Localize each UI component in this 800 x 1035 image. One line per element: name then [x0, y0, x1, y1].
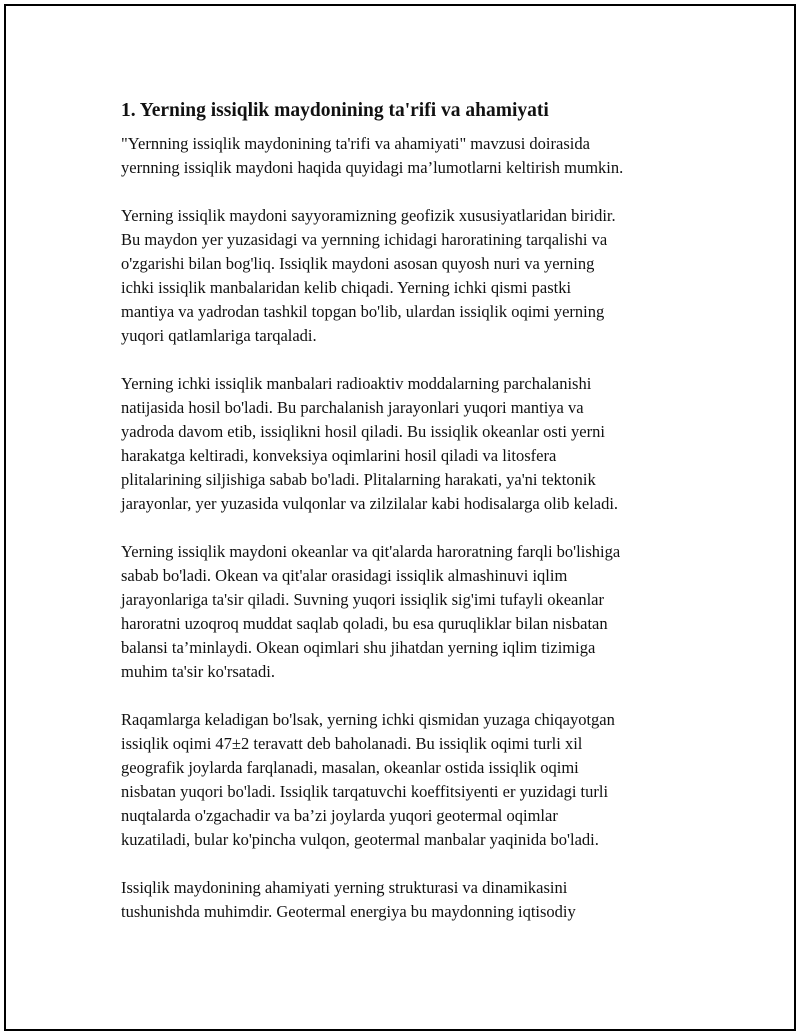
text-line: nuqtalarda o'zgachadir va ba’zi joylarda yuqori geotermal oqimlar [121, 806, 558, 825]
paragraph-definition [121, 204, 701, 348]
text-line: o'zgarishi bilan bog'liq. Issiqlik maydoni asosan quyosh nuri va yerning [121, 254, 595, 273]
text-line: Yerning ichki issiqlik manbalari radioaktiv moddalarning parchalanishi [121, 374, 592, 393]
text-line: Yerning issiqlik maydoni okeanlar va qit'alarda haroratning farqli bo'lishiga [121, 542, 621, 561]
text-line: mantiya va yadrodan tashkil topgan bo'lib, ulardan issiqlik oqimi yerning [121, 302, 605, 321]
text-line: kuzatiladi, bular ko'pincha vulqon, geotermal manbalar yaqinida bo'ladi. [121, 830, 599, 849]
text-line: Yerning issiqlik maydoni sayyoramizning geofizik xususiyatlaridan biridir. [121, 206, 616, 225]
text-line: jarayonlariga ta'sir qiladi. Suvning yuqori issiqlik sig'imi tufayli okeanlar [121, 590, 604, 609]
text-line: balansi ta’minlaydi. Okean oqimlari shu jihatdan yerning iqlim tizimiga [121, 638, 596, 657]
text-line: nisbatan yuqori bo'ladi. Issiqlik tarqatuvchi koeffitsiyenti er yuzidagi turli [121, 782, 609, 801]
text-line: "Yernning issiqlik maydonining ta'rifi va ahamiyati" mavzusi doirasida [121, 134, 590, 153]
text-line: yernning issiqlik maydoni haqida quyidagi ma’lumotlarni keltirish mumkin. [121, 158, 624, 177]
document-body [121, 98, 701, 948]
section-heading: 1. Yerning issiqlik maydonining ta'rifi va ahamiyati [121, 100, 549, 121]
paragraph-internal-sources [121, 372, 701, 516]
text-line: natijasida hosil bo'ladi. Bu parchalanish jarayonlari yuqori mantiya va [121, 398, 584, 417]
text-line: tushunishda muhimdir. Geotermal energiya bu maydonning iqtisodiy [121, 902, 576, 921]
page-frame [4, 4, 796, 1031]
text-line: ichki issiqlik manbalaridan kelib chiqadi. Yerning ichki qismi pastki [121, 278, 572, 297]
paragraph-intro [121, 132, 701, 180]
text-line: haroratni uzoqroq muddat saqlab qoladi, bu esa quruqliklar bilan nisbatan [121, 614, 608, 633]
paragraph-importance [121, 876, 701, 924]
text-line: Bu maydon yer yuzasidagi va yernning ichidagi haroratining tarqalishi va [121, 230, 608, 249]
text-line: plitalarining siljishiga sabab bo'ladi. Plitalarning harakati, ya'ni tektonik [121, 470, 596, 489]
paragraph-heat-flow-figures [121, 708, 701, 852]
paragraph-oceans-continents [121, 540, 701, 684]
text-line: jarayonlar, yer yuzasida vulqonlar va zilzilalar kabi hodisalarga olib keladi. [121, 494, 619, 513]
text-line: Issiqlik maydonining ahamiyati yerning strukturasi va dinamikasini [121, 878, 568, 897]
text-line: sabab bo'ladi. Okean va qit'alar orasidagi issiqlik almashinuvi iqlim [121, 566, 568, 585]
text-line: harakatga keltiradi, konveksiya oqimlarini hosil qiladi va litosfera [121, 446, 557, 465]
text-line: muhim ta'sir ko'rsatadi. [121, 662, 275, 681]
text-line: yadroda davom etib, issiqlikni hosil qiladi. Bu issiqlik okeanlar osti yerni [121, 422, 605, 441]
text-line: issiqlik oqimi 47±2 teravatt deb baholanadi. Bu issiqlik oqimi turli xil [121, 734, 583, 753]
text-line: yuqori qatlamlariga tarqaladi. [121, 326, 317, 345]
text-line: Raqamlarga keladigan bo'lsak, yerning ichki qismidan yuzaga chiqayotgan [121, 710, 615, 729]
text-line: geografik joylarda farqlanadi, masalan, okeanlar ostida issiqlik oqimi [121, 758, 579, 777]
